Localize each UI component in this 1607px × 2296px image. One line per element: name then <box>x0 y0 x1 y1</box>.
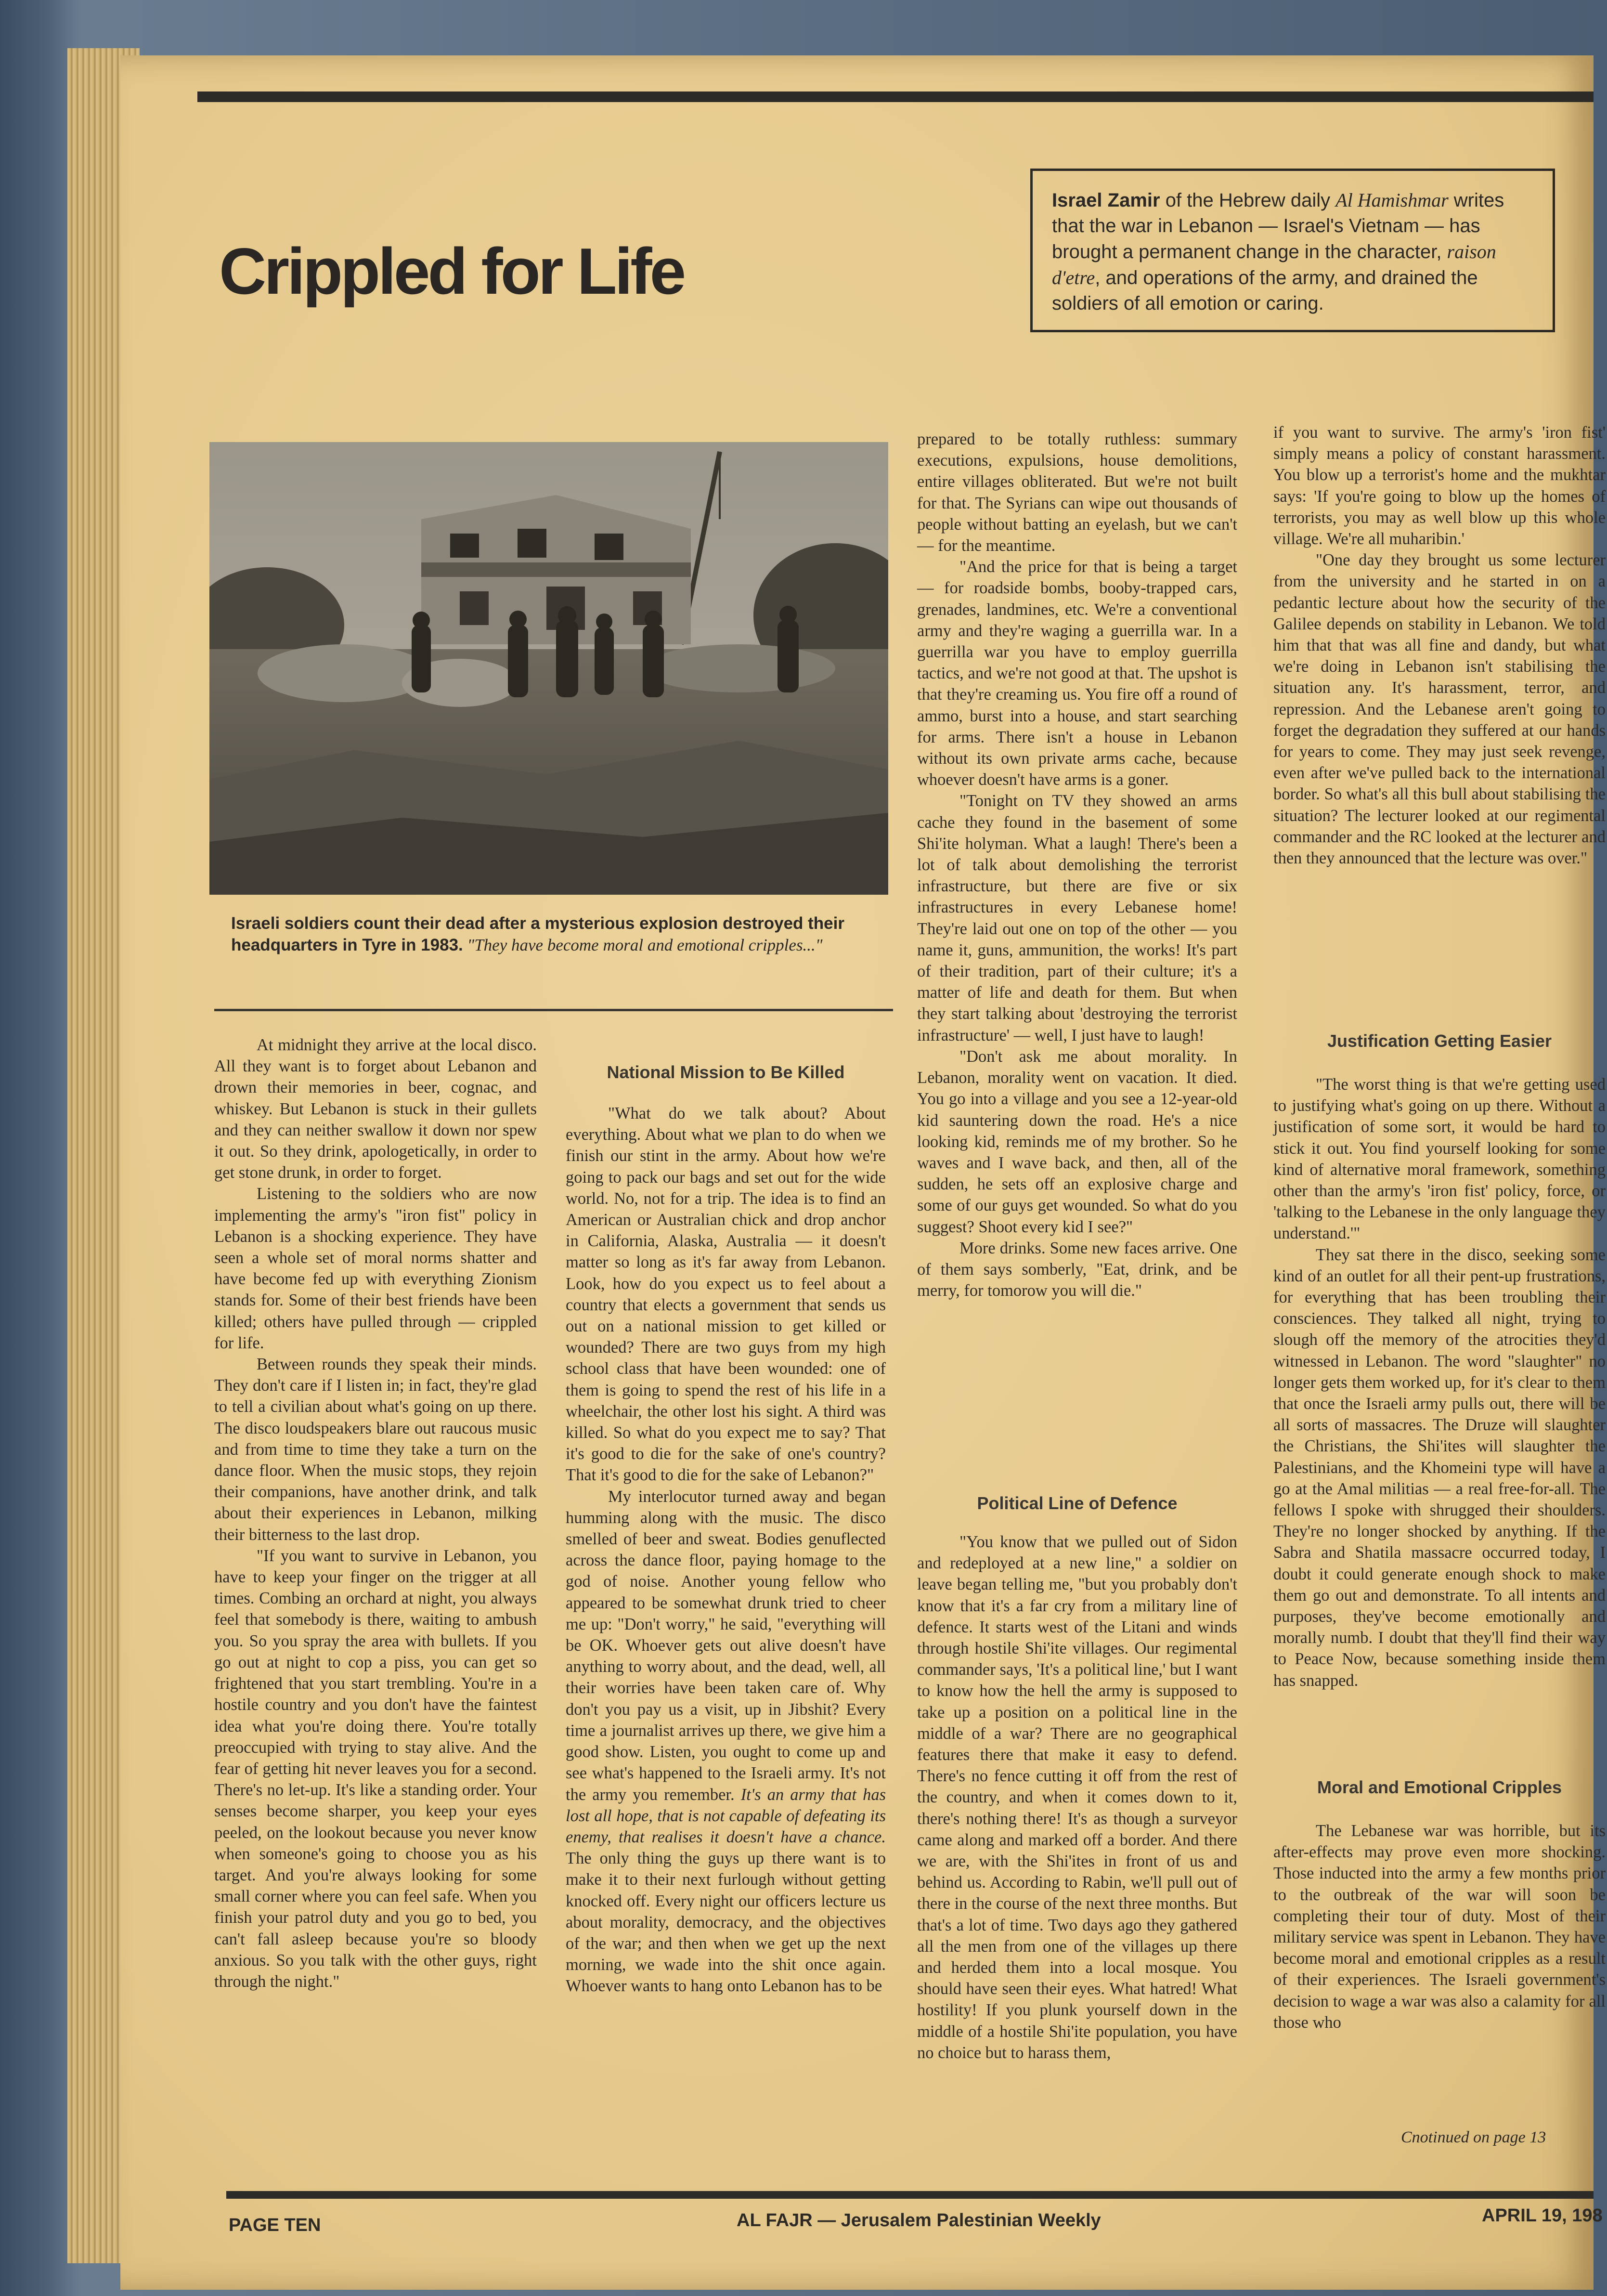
paragraph: prepared to be totally ruthless: summary executions, expulsions, house demolitions, entire villages obliterated. But we're not built for that. The Syrians can wipe out thousands of people without batting an eyelash, but we can't — for the meantime. <box>917 430 1237 555</box>
column-3-lower <box>917 1493 1237 2063</box>
intro-paper: Al Hamishmar <box>1335 189 1449 211</box>
paragraph: "One day they brought us some lecturer from the university and he started in on a pedantic lecture about how the security of the Galilee depends on stability in Lebanon. We told him that that was all fine and dandy, but what we're doing in Lebanon isn't stabilising the situation any. It's harassment, terror, and repression. And the Lebanese aren't going to forget the degradation they suffered at our hands for years to come. They may just seek revenge, even after we've pulled back to the international border. So what's all this bull about stabilising the situation? The lecturer looked at our regimental commander and the RC looked at the lecturer and then they announced that the lecture was over." <box>1273 551 1606 868</box>
masthead: AL FAJR — Jerusalem Palestinian Weekly <box>737 2210 1101 2231</box>
subheading-moral-cripples: Moral and Emotional Cripples <box>1317 1777 1562 1797</box>
paragraph: "What do we talk about? About everything. About what we plan to do when we finish our stint in the army. About how we're going to pack our bags and set out for the wide world. No, not for a trip. The idea is to find an American or Australian chick and drop anchor in California, Alaska, Australia — it doesn't matter so long as it's far away from Lebanon. Look, how do you expect us to feel about a country that elects a government that sends us out on a national mission to get killed or wounded? There are two guys from my high school class that have been wounded: one of them is going to spend the rest of his life in a wheelchair, the other lost his sight. A third was killed. So what do you expect me to say? That it's good to die for the sake of one's country? That it's good to die for the sake of Lebanon?" <box>566 1104 886 1485</box>
paragraph: They sat there in the disco, seeking some kind of an outlet for all their pent-up frustrations, for everything that has been troubling their consciences. They talked all night, trying to slough off the memory of the atrocities they'd witnessed in Lebanon. The word "slaughter" no longer gets them worked up, for it's clear to them that once the Israeli army pulls out, there will be all sorts of massacres. The Druze will slaughter the Christians, the Shi'ites will slaughter the Palestinians, and the Khomeini type will have a go at the Amal militias — a real free-for-all. The fellows I spoke with shrugged their shoulders. They're no longer shocked by anything. If the Sabra and Shatila massacre occurred today, I doubt it could generate enough shock to make them go out and demonstrate. To all intents and purposes, they've become emotionally and morally numb. I doubt that they'll find their way to Peace Now, because something inside them has snapped. <box>1273 1245 1606 1690</box>
issue-date: APRIL 19, 198 <box>1482 2205 1603 2226</box>
paragraph-text: My interlocutor turned away and began humming along with the music. The disco smelled of beer and sweat. Bodies genuflected across the dance floor, paying homage to the god of noise. Another young fellow who appeared to be somewhat drunk tried to cheer me up: "Don't worry," he said, "everything will be OK. Whoever gets out alive doesn't have anything to worry about, and the dead, well, all their worries have been taken care of. Why don't you pay us a visit, up in Jibshit? Every time a journalist arrives up there, we give him a good show. Listen, you ought to come up and see what's happened to the Israeli army. It's not the army you remember. <box>566 1487 886 1804</box>
intro-text-3: , and operations of the army, and drained the soldiers of all emotion or caring. <box>1052 267 1478 314</box>
continued-note: Cnotinued on page 13 <box>1401 2128 1546 2146</box>
paragraph: More drinks. Some new faces arrive. One of them says somberly, "Eat, drink, and be merry, for tomorow you will die." <box>917 1239 1237 1300</box>
photo-caption <box>231 913 867 956</box>
paragraph: "Tonight on TV they showed an arms cache they found in the basement of some Shi'ite holyman. What a laugh! There's been a lot of talk about demolishing the terrorist infrastructure, but there are five or six infrastructures in every Lebanese home! They're laid out one on top of the other — you name it, guns, ammunition, the works! It's part of their tradition, part of their culture; it's a matter of life and death for them. But when they start talking about 'destroying the terrorist infrastructure' — well, I just have to laugh! <box>917 792 1237 1044</box>
column-4-middle <box>1273 1031 1606 1691</box>
column-2 <box>566 1062 886 1997</box>
column-4 <box>1273 422 1606 869</box>
column-3 <box>917 429 1237 1301</box>
paragraph: "And the price for that is being a target — for roadside bombs, booby-trapped cars, grenades, landmines, etc. We're a conventional army and they're waging a guerrilla war. In a guerrilla war you have to employ guerrilla tactics, and we're not good at that. The upshot is that they're creaming us. You fire off a round of ammo, burst into a house, and start searching for arms. There isn't a house in Lebanon without its own private arms cache, because whoever doesn't have arms is a goner. <box>917 558 1237 789</box>
paragraph: At midnight they arrive at the local disco. All they want is to forget about Lebanon and drown their memories in beer, cognac, and whiskey. But Lebanon is stuck in their gullets and they can neither swallow it down nor spew it out. So they drink, apologetically, in order to get stone drunk, in order to forget. <box>214 1036 537 1182</box>
column-1 <box>214 1034 537 1992</box>
paragraph: The Lebanese war was horrible, but its after-effects may prove even more shocking. Those inducted into the army a few months prior to the outbreak of the war will soon be completing their tour of duty. Most of their military service was spent in Lebanon. They have become moral and emotional cripples as a result of their experiences. The Israeli government's decision to wage a war was also a calamity for all those who <box>1273 1822 1606 2032</box>
intro-text-1: of the Hebrew daily <box>1160 190 1336 211</box>
subheading-national-mission: National Mission to Be Killed <box>607 1062 845 1082</box>
paragraph <box>566 1486 886 1997</box>
news-photo <box>209 442 888 895</box>
paragraph: "You know that we pulled out of Sidon and redeployed at a new line," a soldier on leave began telling me, "but you probably don't know that it's a far cry from a military line of defence. It starts west of the Litani and winds through hostile Shi'ite villages. Our regimental commander says, 'It's a political line,' but I want to know how the hell the army is supposed to take up a position on a political line in the middle of a war? There are no geographical features there that make it easy to defend. There's no fence cutting it off from the rest of the country, and when it comes down to it, there's nothing there! It's as though a surveyor came along and marked off a border. And there we are, with the Shi'ites in front of us and behind us. According to Rabin, we'll pull out of there in the course of the next three months. But that's a lot of time. Two days ago they gathered all the men from one of the villages up there and herded them into a local mosque. You should have seen their eyes. What hatred! What hostility! If you plunk yourself down in the middle of a hostile Shi'ite population, you have no choice but to harass them, <box>917 1533 1237 2062</box>
paragraph: if you want to survive. The army's 'iron fist' simply means a policy of constant harassment. You blow up a terrorist's home and the mukhtar says: 'If you're going to blow up the homes of terrorists, you may as well blow up this whole village. We're all muharibin.' <box>1273 423 1606 548</box>
paragraph: "If you want to survive in Lebanon, you have to keep your finger on the trigger at all times. Combing an orchard at night, you always feel that somebody is there, waiting to ambush you. So you spray the area with bullets. If you go out at night to cop a piss, you can get so frightened that you start trembling. You're in a hostile country and you don't have the faintest idea what you're doing there. You're totally preoccupied with trying to stay alive. And the fear of getting hit never leaves you for a second. There's no let-up. It's like a standing order. Your senses become sharper, you keep your eyes peeled, on the lookout because you never know when someone's going to choose you as his target. And you're always looking for some small corner where you can feel safe. When you finish your patrol duty and you go to bed, you can't fall asleep because you're so bloody anxious. So you talk with the other guys, right through the night." <box>214 1546 537 1991</box>
paragraph-tail: The only thing the guys up there want is to make it to their next furlough without getting knocked off. Every night our officers lecture us about morality, democracy, and the objectives of the war; and then when we get up the next morning, we wade into the shit once again. Whoever wants to hang onto Lebanon has to be <box>566 1849 886 1996</box>
column-4-lower <box>1273 1777 1606 2033</box>
page-number: PAGE TEN <box>229 2215 321 2235</box>
section-rule <box>214 1009 893 1011</box>
paragraph: "Don't ask me about morality. In Lebanon, morality went on vacation. It died. You go into a village and you see a 12-year-old kid sauntering down the road. He's a nice looking kid, reminds me of my brother. So he waves and I wave back, and then, all of the sudden, he sets off an explosive charge and some of our guys get wounded. So what do you suggest? Shoot every kid I see?" <box>917 1047 1237 1236</box>
top-rule <box>197 91 1594 102</box>
soldiers-photo-icon <box>209 442 888 895</box>
paragraph-italic: It's an army that has lost all hope, that is not capable of defeating its enemy, that realises it doesn't have a chance. <box>566 1785 886 1846</box>
intro-raison: raison d'etre <box>1052 241 1496 288</box>
caption-italic: "They have become moral and emotional cripples..." <box>463 936 823 954</box>
intro-author: Israel Zamir <box>1052 190 1160 211</box>
intro-box <box>1030 169 1555 332</box>
headline: Crippled for Life <box>219 235 684 308</box>
subheading-justification: Justification Getting Easier <box>1327 1031 1552 1051</box>
intro-text-2: writes that the war in Lebanon — Israel's Vietnam — has brought a permanent change in the character, <box>1052 190 1504 262</box>
subheading-political-line: Political Line of Defence <box>977 1493 1178 1513</box>
paragraph: Listening to the soldiers who are now implementing the army's "iron fist" policy in Lebanon is a shocking experience. They have seen a whole set of moral norms shatter and have become fed up with everything Zionism stands for. Some of their best friends have been killed; others have pulled through — crippled for life. <box>214 1185 537 1352</box>
paragraph: "The worst thing is that we're getting used to justifying what's going on up there. Without a justification of some sort, it would be hard to stick it out. You find yourself looking for some kind of alternative moral framework, something other than the army's 'iron fist' policy, force, or 'talking to the Lebanese in the only language they understand.'" <box>1273 1075 1606 1243</box>
bottom-rule <box>226 2191 1594 2199</box>
caption-bold: Israeli soldiers count their dead after a mysterious explosion destroyed their headquarters in Tyre in 1983. <box>231 914 844 954</box>
paragraph: Between rounds they speak their minds. They don't care if I listen in; in fact, they're glad to tell a civilian about what's going on up there. The disco loudspeakers blare out raucous music and from time to time they take a turn on the dance floor. When the music stops, they rejoin their companions, have another drink, and talk about their experiences in Lebanon, milking their bitterness to the last drop. <box>214 1355 537 1544</box>
